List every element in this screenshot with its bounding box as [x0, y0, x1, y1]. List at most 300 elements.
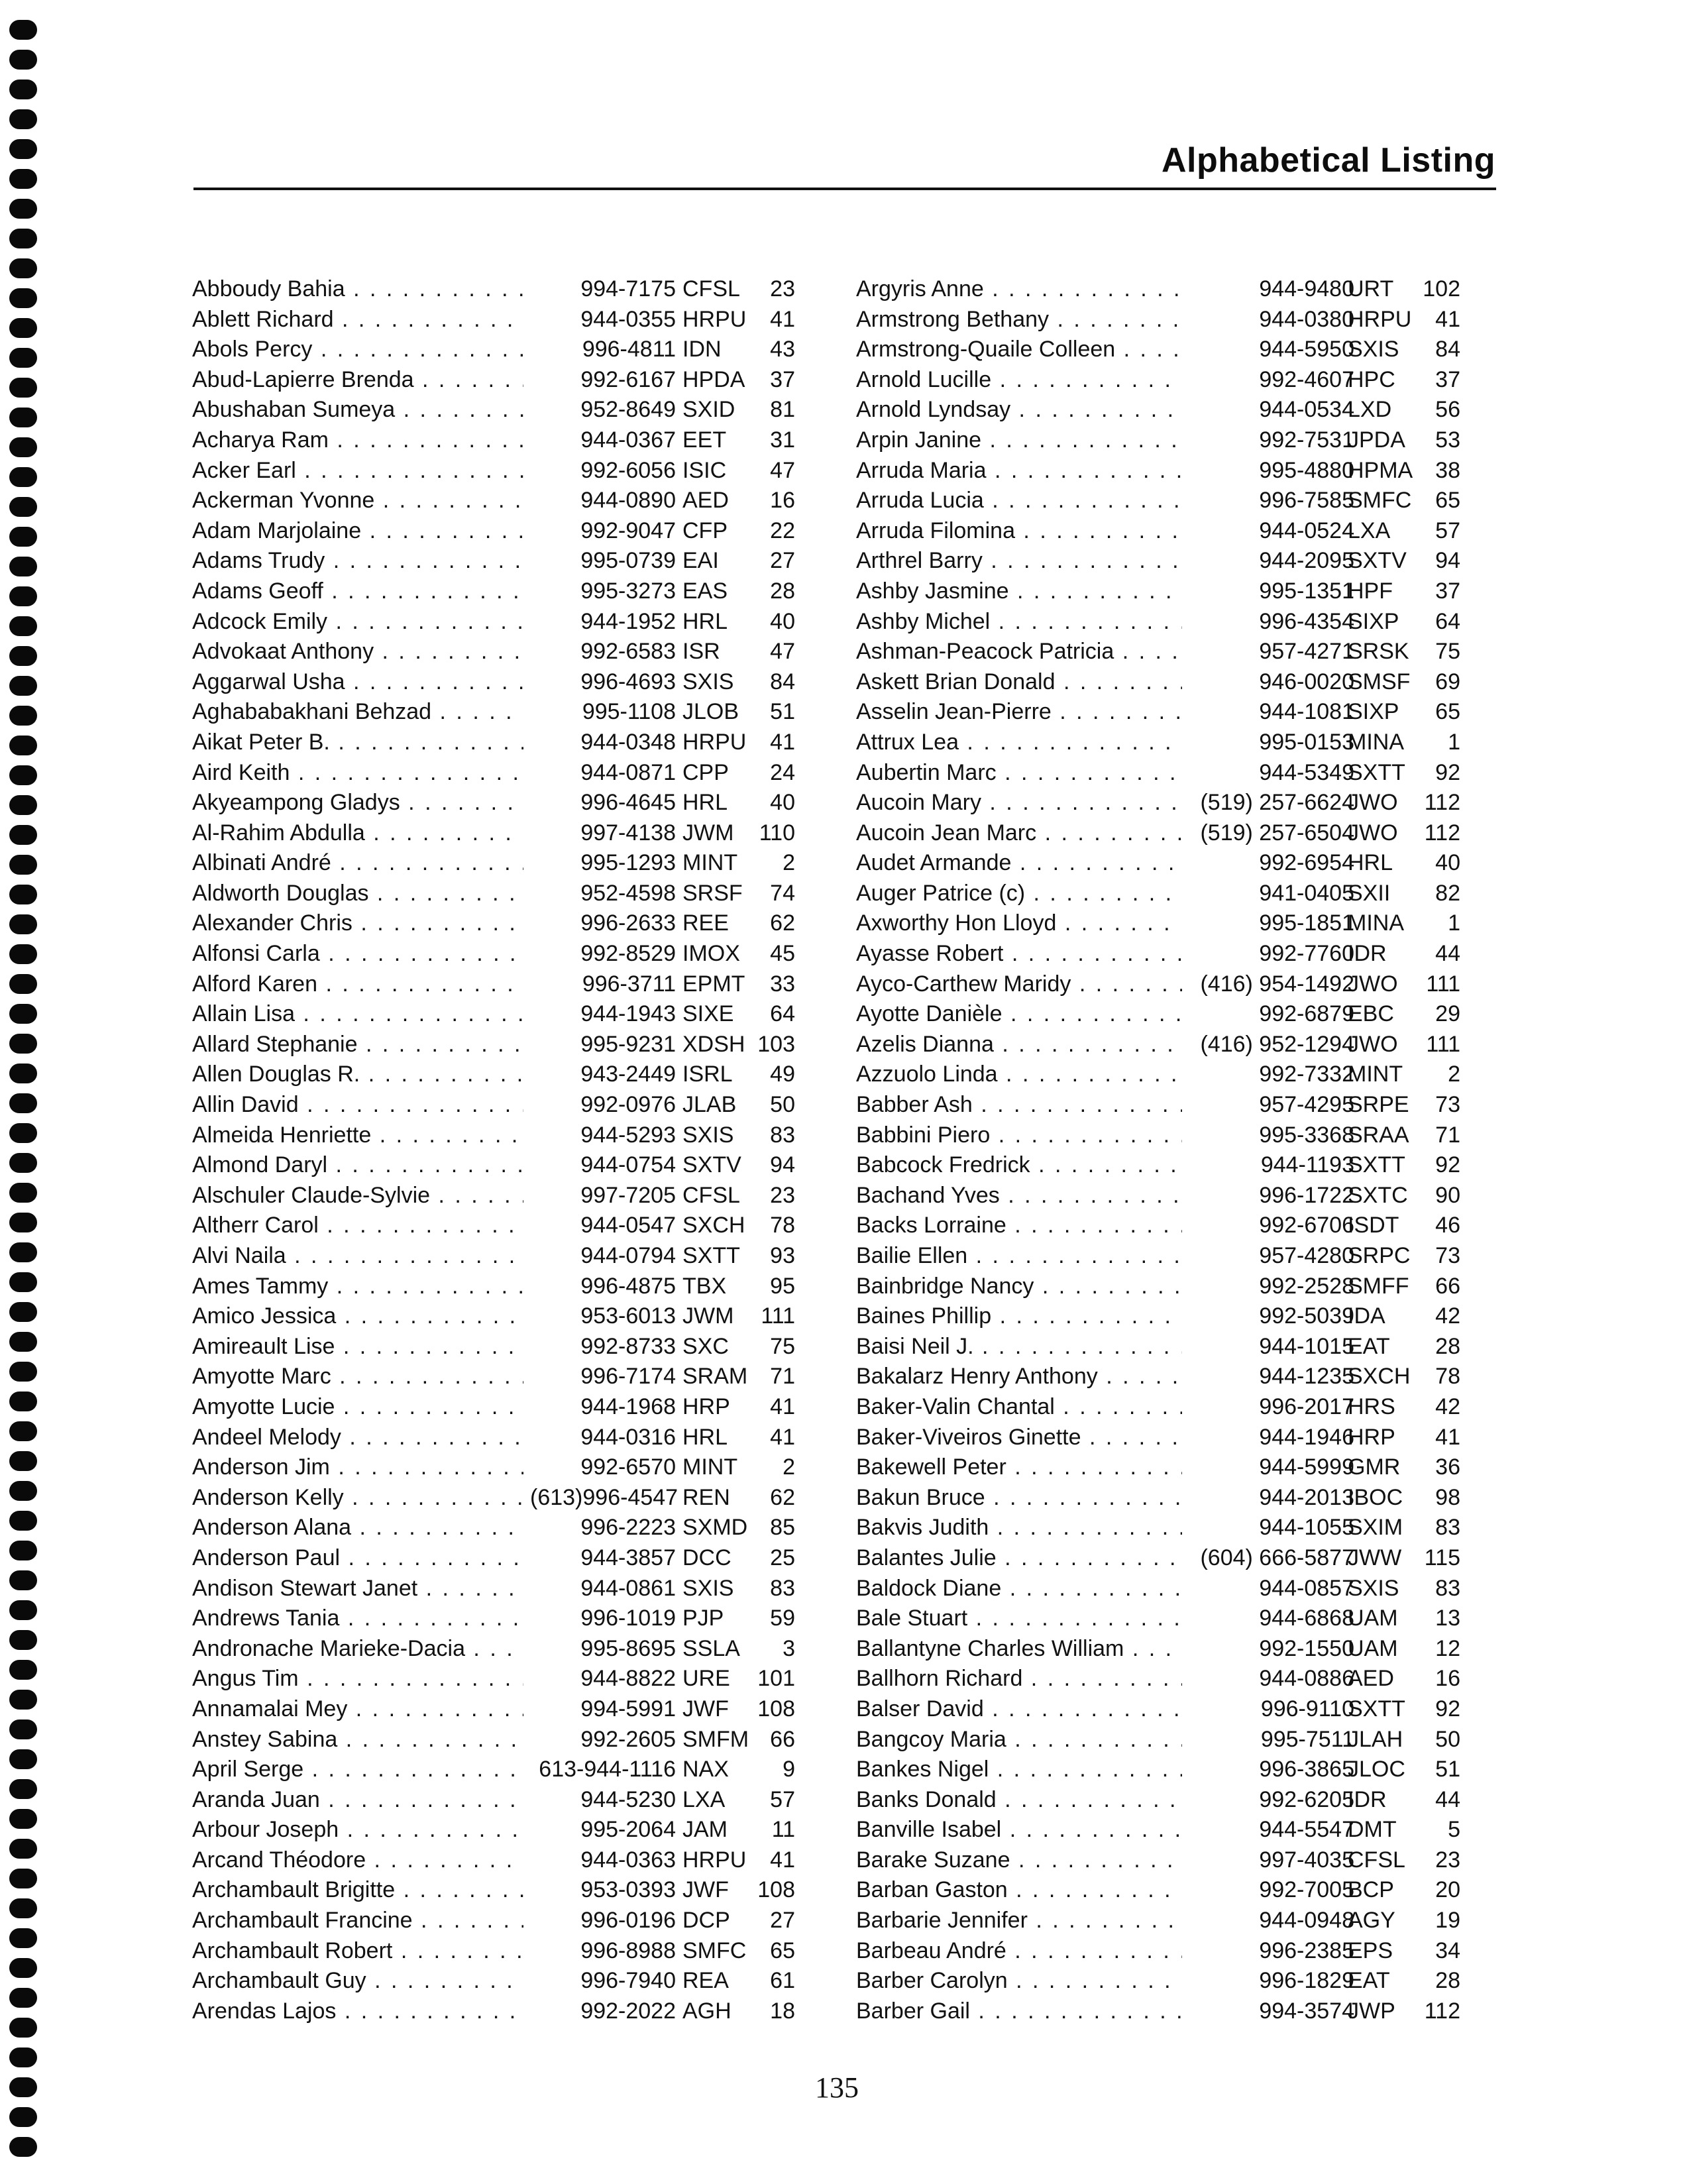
entry-code: REE — [682, 910, 729, 936]
entry-phone: 996-2017 — [1182, 1392, 1354, 1423]
entry-code: ISRL — [682, 1062, 733, 1087]
entry-code: IDA — [1348, 1303, 1385, 1329]
entry-code: SMSF — [1348, 669, 1411, 694]
listing-row — [856, 335, 1519, 365]
entry-phone: (613)996-4547 — [523, 1483, 676, 1513]
entry-name: Almond Daryl . . . — [192, 1150, 530, 1181]
entry-page: 28 — [770, 578, 795, 604]
entry-phone: 944-0861 — [523, 1574, 676, 1604]
listing-row — [192, 1452, 855, 1483]
entry-phone: 957-4295 — [1182, 1090, 1354, 1120]
listing-row — [856, 395, 1519, 425]
binder-hole — [9, 109, 37, 129]
listing-row — [192, 969, 855, 1000]
entry-phone: 992-8529 — [523, 939, 676, 969]
entry-name: Amireault Lise . . . — [192, 1332, 530, 1362]
entry-name: Alexander Chris . . . — [192, 908, 530, 939]
entry-code: CFSL — [682, 276, 740, 301]
binder-hole — [9, 1630, 37, 1650]
entry-code: SXIM — [1348, 1515, 1403, 1541]
entry-code: CFP — [682, 518, 728, 543]
entry-code: SXTT — [682, 1243, 740, 1268]
entry-code: TBX — [682, 1273, 727, 1299]
entry-phone: 997-7205 — [523, 1181, 676, 1211]
entry-code: HRPU — [1348, 306, 1412, 332]
entry-page: 61 — [770, 1968, 795, 1994]
entry-name: Andronache Marieke-Dacia . . . — [192, 1634, 530, 1665]
listing-row — [856, 818, 1519, 849]
binder-hole — [9, 318, 37, 338]
entry-phone: 995-2064 — [523, 1815, 676, 1845]
listing-row — [856, 1966, 1519, 1996]
listing-row — [192, 1664, 855, 1694]
entry-phone: 944-0890 — [523, 486, 676, 516]
entry-name: Ackerman Yvonne . . . — [192, 486, 530, 516]
binder-hole — [9, 1779, 37, 1799]
entry-name: Arendas Lajos . . . — [192, 1996, 530, 2027]
entry-phone: 996-2223 — [523, 1513, 676, 1543]
binder-hole — [9, 348, 37, 368]
entry-page: 50 — [1435, 1726, 1460, 1752]
entry-page: 50 — [770, 1092, 795, 1118]
listing-row — [856, 607, 1519, 637]
entry-phone: 992-6570 — [523, 1452, 676, 1483]
entry-page: 13 — [1435, 1606, 1460, 1631]
entry-phone: 992-6706 — [1182, 1211, 1354, 1241]
entry-phone: 992-0976 — [523, 1090, 676, 1120]
entry-phone: 944-1015 — [1182, 1332, 1354, 1362]
binder-hole — [9, 616, 37, 636]
entry-phone: 944-0348 — [523, 728, 676, 758]
entry-name: Albinati André . . . — [192, 848, 530, 879]
listing-row — [856, 1543, 1519, 1574]
binder-hole — [9, 586, 37, 606]
entry-phone: 997-4138 — [523, 818, 676, 849]
entry-name: Ayotte Danièle . . . — [856, 999, 1202, 1030]
binder-hole — [9, 1332, 37, 1352]
entry-name: Aikat Peter B. . . . — [192, 728, 530, 758]
entry-page: 57 — [1435, 518, 1460, 543]
entry-page: 66 — [770, 1726, 795, 1752]
entry-phone: 944-1193 — [1182, 1150, 1354, 1181]
entry-name: April Serge . . . — [192, 1755, 530, 1785]
entry-name: Adam Marjolaine . . . — [192, 516, 530, 547]
entry-code: REN — [682, 1484, 730, 1510]
entry-page: 66 — [1435, 1273, 1460, 1299]
entry-code: JLAB — [682, 1092, 737, 1118]
entry-phone: 992-6056 — [523, 456, 676, 486]
listing-row — [856, 1241, 1519, 1272]
entry-phone: 944-9480 — [1182, 274, 1354, 305]
entry-name: Balser David . . . — [856, 1694, 1202, 1725]
listing-row — [192, 1120, 855, 1151]
entry-code: HRL — [682, 608, 728, 634]
entry-page: 81 — [770, 397, 795, 423]
entry-page: 83 — [1435, 1515, 1460, 1541]
binder-hole — [9, 885, 37, 904]
entry-name: Ayasse Robert . . . — [856, 939, 1202, 969]
entry-phone: 992-8733 — [523, 1332, 676, 1362]
binder-hole — [9, 825, 37, 845]
binder-hole — [9, 467, 37, 487]
entry-code: SMFF — [1348, 1273, 1409, 1299]
entry-name: Andrews Tania . . . — [192, 1604, 530, 1634]
entry-phone: 957-4271 — [1182, 637, 1354, 667]
listing-row — [192, 1966, 855, 1996]
listing-row — [856, 999, 1519, 1030]
entry-name: Bakun Bruce . . . — [856, 1483, 1202, 1513]
binder-hole — [9, 736, 37, 755]
entry-phone: 944-0794 — [523, 1241, 676, 1272]
entry-code: CFSL — [682, 1182, 740, 1208]
entry-name: Babbini Piero . . . — [856, 1120, 1202, 1151]
entry-name: Adams Geoff . . . — [192, 576, 530, 607]
entry-phone: 944-5547 — [1182, 1815, 1354, 1845]
entry-phone: 992-7760 — [1182, 939, 1354, 969]
listing-row — [856, 788, 1519, 818]
entry-phone: 995-3273 — [523, 576, 676, 607]
entry-code: SXTC — [1348, 1182, 1408, 1208]
entry-phone: 944-1081 — [1182, 697, 1354, 728]
entry-phone: 944-0886 — [1182, 1664, 1354, 1694]
entry-page: 94 — [770, 1152, 795, 1178]
entry-name: Bachand Yves . . . — [856, 1181, 1202, 1211]
entry-code: HRPU — [682, 306, 747, 332]
entry-page: 23 — [770, 276, 795, 301]
entry-name: Acker Earl . . . — [192, 456, 530, 486]
listing-row — [856, 728, 1519, 758]
entry-phone: 944-1946 — [1182, 1423, 1354, 1453]
entry-page: 3 — [783, 1635, 795, 1661]
binder-hole — [9, 855, 37, 875]
entry-code: SIXE — [682, 1001, 734, 1027]
entry-name: Andeel Melody . . . — [192, 1423, 530, 1453]
entry-phone: 995-4880 — [1182, 456, 1354, 486]
entry-phone: 613-944-1116 — [523, 1755, 676, 1785]
entry-page: 90 — [1435, 1182, 1460, 1208]
entry-code: HRP — [1348, 1424, 1395, 1450]
entry-phone: 944-0871 — [523, 758, 676, 789]
entry-page: 38 — [1435, 457, 1460, 483]
entry-name: Baker-Valin Chantal . . . — [856, 1392, 1202, 1423]
entry-code: SRPC — [1348, 1243, 1411, 1268]
binder-hole — [9, 50, 37, 70]
title-rule — [193, 188, 1496, 190]
entry-code: MINA — [1348, 729, 1404, 755]
entry-name: Ashman-Peacock Patricia . . . — [856, 637, 1202, 667]
entry-phone: 992-9047 — [523, 516, 676, 547]
entry-phone: 996-8988 — [523, 1936, 676, 1967]
entry-page: 94 — [1435, 548, 1460, 574]
listing-row — [192, 365, 855, 396]
entry-name: Abboudy Bahia . . . — [192, 274, 530, 305]
binder-hole — [9, 1690, 37, 1710]
listing-row — [192, 1694, 855, 1725]
listing-row — [856, 1301, 1519, 1332]
binder-hole — [9, 1600, 37, 1620]
listing-row — [856, 365, 1519, 396]
entry-page: 112 — [1424, 1998, 1460, 2024]
entry-phone: 996-3865 — [1182, 1755, 1354, 1785]
entry-page: 110 — [759, 820, 795, 846]
listing-row — [856, 1030, 1519, 1060]
entry-phone: 944-0857 — [1182, 1574, 1354, 1604]
entry-name: Allard Stephanie . . . — [192, 1030, 530, 1060]
entry-page: 75 — [770, 1333, 795, 1359]
listing-row — [192, 274, 855, 305]
binder-hole — [9, 1302, 37, 1322]
entry-name: Aucoin Jean Marc . . . — [856, 818, 1202, 849]
entry-name: Attrux Lea . . . — [856, 728, 1202, 758]
entry-page: 65 — [770, 1938, 795, 1963]
entry-name: Azelis Dianna . . . — [856, 1030, 1202, 1060]
entry-page: 34 — [1435, 1938, 1460, 1963]
entry-code: EET — [682, 427, 727, 453]
entry-phone: 995-1351 — [1182, 576, 1354, 607]
listing-row — [192, 1875, 855, 1906]
listing-row — [856, 1815, 1519, 1845]
entry-name: Amico Jessica . . . — [192, 1301, 530, 1332]
entry-page: 23 — [770, 1182, 795, 1208]
entry-phone: 944-2095 — [1182, 546, 1354, 576]
entry-code: DMT — [1348, 1817, 1397, 1843]
binder-hole — [9, 1064, 37, 1083]
entry-name: Acharya Ram . . . — [192, 425, 530, 456]
entry-page: 95 — [770, 1273, 795, 1299]
entry-code: HPDA — [682, 366, 745, 392]
listing-row — [192, 908, 855, 939]
entry-page: 111 — [1426, 971, 1460, 997]
listing-row — [856, 1996, 1519, 2027]
entry-phone: 944-5349 — [1182, 758, 1354, 789]
entry-phone: 992-6167 — [523, 365, 676, 396]
entry-phone: 996-1019 — [523, 1604, 676, 1634]
entry-name: Abols Percy . . . — [192, 335, 530, 365]
entry-name: Amyotte Marc . . . — [192, 1362, 530, 1392]
entry-page: 41 — [770, 1424, 795, 1450]
binder-hole — [9, 646, 37, 666]
binder-hole — [9, 1272, 37, 1292]
listing-row — [856, 1936, 1519, 1967]
entry-phone: 996-4875 — [523, 1272, 676, 1302]
listing-row — [192, 667, 855, 698]
entry-phone: 944-5293 — [523, 1120, 676, 1151]
entry-page: 64 — [770, 1001, 795, 1027]
entry-page: 82 — [1435, 880, 1460, 906]
entry-name: Akyeampong Gladys . . . — [192, 788, 530, 818]
entry-name: Bakalarz Henry Anthony . . . — [856, 1362, 1202, 1392]
listing-row — [192, 1030, 855, 1060]
listing-row — [856, 305, 1519, 335]
entry-page: 2 — [1448, 1062, 1460, 1087]
binder-hole — [9, 2077, 37, 2097]
entry-page: 83 — [1435, 1575, 1460, 1601]
listing-row — [192, 335, 855, 365]
entry-phone: 944-0367 — [523, 425, 676, 456]
entry-phone: 944-0534 — [1182, 395, 1354, 425]
entry-phone: 996-4693 — [523, 667, 676, 698]
entry-code: HPF — [1348, 578, 1393, 604]
binder-hole — [9, 1004, 37, 1024]
entry-code: ISR — [682, 639, 720, 665]
listing-row — [192, 486, 855, 516]
entry-page: 53 — [1435, 427, 1460, 453]
entry-code: SXCH — [1348, 1364, 1411, 1390]
entry-code: GMR — [1348, 1454, 1401, 1480]
entry-code: SXTV — [1348, 548, 1407, 574]
entry-code: EAI — [682, 548, 719, 574]
entry-phone: 996-7940 — [523, 1966, 676, 1996]
listing-row — [856, 1785, 1519, 1816]
listing-row — [856, 969, 1519, 1000]
listing-row — [856, 274, 1519, 305]
entry-phone: 995-0153 — [1182, 728, 1354, 758]
entry-name: Arnold Lucille . . . — [856, 365, 1202, 396]
entry-code: SIXP — [1348, 699, 1399, 725]
entry-phone: 944-1968 — [523, 1392, 676, 1423]
listing-row — [192, 1362, 855, 1392]
entry-name: Babcock Fredrick . . . — [856, 1150, 1202, 1181]
entry-phone: 992-5039 — [1182, 1301, 1354, 1332]
entry-name: Audet Armande . . . — [856, 848, 1202, 879]
entry-name: Arbour Joseph . . . — [192, 1815, 530, 1845]
binder-hole — [9, 80, 37, 99]
entry-code: MINT — [1348, 1062, 1403, 1087]
binder-hole — [9, 1809, 37, 1829]
listing-row — [856, 425, 1519, 456]
entry-page: 40 — [770, 608, 795, 634]
entry-name: Barber Gail . . . — [856, 1996, 1202, 2027]
binder-hole — [9, 2107, 37, 2127]
entry-name: Allain Lisa . . . — [192, 999, 530, 1030]
entry-code: JWP — [1348, 1998, 1395, 2024]
entry-phone: 994-7175 — [523, 274, 676, 305]
binder-hole — [9, 1898, 37, 1918]
entry-code: AGY — [1348, 1908, 1395, 1934]
entry-page: 11 — [771, 1817, 795, 1843]
listing-row — [856, 1090, 1519, 1120]
listing-row — [192, 1332, 855, 1362]
binder-hole — [9, 1183, 37, 1203]
listing-row — [192, 1150, 855, 1181]
entry-code: JAM — [682, 1817, 728, 1843]
entry-code: HRPU — [682, 729, 747, 755]
entry-phone: 996-3711 — [523, 969, 676, 1000]
entry-phone: 996-1722 — [1182, 1181, 1354, 1211]
entry-phone: 953-0393 — [523, 1875, 676, 1906]
entry-name: Baisi Neil J. . . . — [856, 1332, 1202, 1362]
entry-phone: 944-0948 — [1182, 1906, 1354, 1936]
entry-page: 92 — [1435, 759, 1460, 785]
entry-phone: 995-7511 — [1182, 1725, 1354, 1755]
binder-hole — [9, 1481, 37, 1501]
entry-code: REA — [682, 1968, 729, 1994]
listing-row — [856, 1392, 1519, 1423]
entry-code: HRL — [682, 1424, 728, 1450]
entry-code: IBOC — [1348, 1484, 1403, 1510]
entry-name: Altherr Carol . . . — [192, 1211, 530, 1241]
listing-row — [856, 576, 1519, 607]
listing-row — [192, 848, 855, 879]
listing-row — [856, 908, 1519, 939]
listing-row — [192, 1272, 855, 1302]
entry-page: 40 — [1435, 850, 1460, 876]
entry-name: Amyotte Lucie . . . — [192, 1392, 530, 1423]
listing-row — [192, 1996, 855, 2027]
entry-page: 93 — [770, 1243, 795, 1268]
entry-code: EBC — [1348, 1001, 1394, 1027]
entry-page: 74 — [770, 880, 795, 906]
entry-name: Advokaat Anthony . . . — [192, 637, 530, 667]
entry-code: LXD — [1348, 397, 1392, 423]
binder-hole — [9, 1153, 37, 1173]
listing-row — [856, 758, 1519, 789]
entry-phone: 953-6013 — [523, 1301, 676, 1332]
entry-name: Baker-Viveiros Ginette . . . — [856, 1423, 1202, 1453]
listing-row — [856, 848, 1519, 879]
entry-name: Annamalai Mey . . . — [192, 1694, 530, 1725]
entry-phone: 944-6868 — [1182, 1604, 1354, 1634]
entry-page: 1 — [1448, 910, 1460, 936]
listing-row — [856, 1272, 1519, 1302]
binder-hole — [9, 2137, 37, 2157]
binder-hole — [9, 765, 37, 785]
entry-phone: 992-4607 — [1182, 365, 1354, 396]
listing-row — [192, 1241, 855, 1272]
entry-page: 111 — [1426, 1031, 1460, 1057]
entry-page: 41 — [770, 306, 795, 332]
entry-code: AED — [682, 488, 729, 514]
entry-page: 85 — [770, 1515, 795, 1541]
entry-phone: 992-6205 — [1182, 1785, 1354, 1816]
listing-row — [856, 516, 1519, 547]
entry-phone: 992-2528 — [1182, 1272, 1354, 1302]
entry-name: Ashby Jasmine . . . — [856, 576, 1202, 607]
entry-code: SXTT — [1348, 759, 1405, 785]
entry-code: SXIS — [682, 1122, 734, 1148]
entry-page: 108 — [757, 1877, 795, 1903]
entry-code: CFSL — [1348, 1847, 1405, 1873]
entry-code: SRAM — [682, 1364, 748, 1390]
binder-hole — [9, 20, 37, 40]
right-column — [856, 274, 1519, 2026]
entry-phone: 946-0020 — [1182, 667, 1354, 698]
entry-code: SXTT — [1348, 1696, 1405, 1721]
entry-page: 69 — [1435, 669, 1460, 694]
entry-name: Arpin Janine . . . — [856, 425, 1202, 456]
entry-page: 29 — [1435, 1001, 1460, 1027]
entry-phone: 994-5991 — [523, 1694, 676, 1725]
entry-phone: 997-4035 — [1182, 1845, 1354, 1876]
binder-hole — [9, 1869, 37, 1888]
entry-phone: 996-4645 — [523, 788, 676, 818]
entry-code: DCC — [682, 1545, 732, 1570]
entry-name: Aggarwal Usha . . . — [192, 667, 530, 698]
entry-code: HRL — [682, 790, 728, 816]
entry-name: Archambault Robert . . . — [192, 1936, 530, 1967]
listing-row — [856, 1845, 1519, 1876]
entry-name: Adams Trudy . . . — [192, 546, 530, 576]
entry-phone: 996-2385 — [1182, 1936, 1354, 1967]
entry-name: Archambault Brigitte . . . — [192, 1875, 530, 1906]
entry-page: 51 — [770, 699, 795, 725]
entry-code: HPMA — [1348, 457, 1413, 483]
binder-hole — [9, 1749, 37, 1769]
entry-name: Arcand Théodore . . . — [192, 1845, 530, 1876]
entry-code: JPDA — [1348, 427, 1405, 453]
binder-hole — [9, 1720, 37, 1739]
binder-hole — [9, 1541, 37, 1560]
